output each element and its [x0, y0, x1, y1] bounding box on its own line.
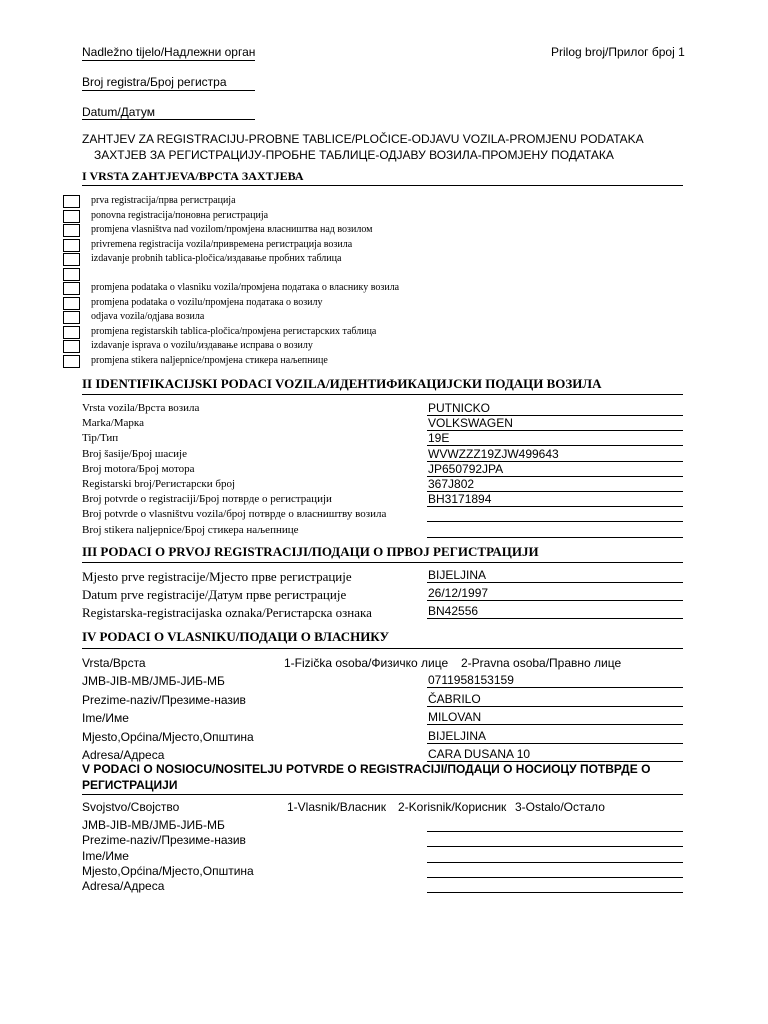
vehicle-field-label-5: Broj motora/Број мотора — [82, 462, 195, 475]
request-type-checkbox-7[interactable] — [63, 282, 80, 295]
vehicle-field-label-4: Broj šasije/Број шасије — [82, 447, 187, 460]
vehicle-field-value-line-7 — [427, 506, 683, 507]
owner-field-value-line-2 — [427, 706, 683, 707]
request-type-label-3: promjena vlasništva nad vozilom/промјена власништва над возилом — [91, 224, 373, 235]
owner-field-label-5: Adresa/Адреса — [82, 748, 165, 762]
attachment-label: Prilog broj/Прилог број 1 — [551, 45, 685, 59]
date-label: Datum/Датум — [82, 105, 155, 119]
register-label: Broj registra/Број регистра — [82, 75, 227, 89]
section5-rule — [82, 794, 683, 795]
owner-field-value-line-1 — [427, 687, 683, 688]
first-registration-field-label-1: Mjesto prve registracije/Мјесто прве регистрације — [82, 569, 352, 584]
vehicle-field-label-8: Broj potvrde o vlasništvu vozila/број потврде о власништву возила — [82, 508, 387, 521]
holder-field-label-2: Prezime-naziv/Презиме-назив — [82, 833, 246, 848]
first-registration-field-value-1[interactable]: BIJELJINA — [428, 568, 487, 582]
vehicle-field-label-6: Registarski broj/Регистарски број — [82, 478, 235, 490]
request-type-label-1: prva registracija/прва регистрација — [91, 195, 236, 206]
section1-heading: I VRSTA ZAHTJEVA/ВРСТА ЗАХТЈЕВА — [82, 169, 304, 183]
vehicle-field-value-line-9 — [427, 537, 683, 538]
date-line[interactable] — [82, 119, 255, 120]
holder-option-owner[interactable]: 1-Vlasnik/Власник — [287, 800, 386, 814]
request-type-label-5: izdavanje probnih tablica-pločica/издавање пробних таблица — [91, 253, 342, 264]
title-latin: ZAHTJEV ZA REGISTRACIJU-PROBNE TABLICE/PLOČICE-ODJAVU VOZILA-PROMJENU PODATAKA — [82, 132, 644, 146]
holder-field-value-line-5 — [427, 892, 683, 893]
vehicle-field-value-6[interactable]: 367J802 — [428, 477, 475, 491]
request-type-checkbox-12[interactable] — [63, 355, 80, 368]
section5-heading-line1: V PODACI O NOSIOCU/NOSITELJU POTVRDE O REGISTRACIJI/ПОДАЦИ О НОСИОЦУ ПОТВРДЕ О — [82, 762, 651, 776]
first-registration-field-label-2: Datum prve registracije/Датум прве регистрације — [82, 587, 347, 602]
request-type-checkbox-1[interactable] — [63, 195, 80, 208]
section1-rule — [82, 185, 683, 186]
first-registration-field-value-line-3 — [427, 618, 683, 619]
request-type-checkbox-5[interactable] — [63, 253, 80, 266]
section3-rule — [82, 562, 683, 563]
request-type-label-2: ponovna registracija/поновна регистрација — [91, 209, 269, 221]
vehicle-field-value-5[interactable]: JP650792JPA — [428, 461, 504, 476]
request-type-label-7: promjena podataka o vlasniku vozila/промјена података о власнику возила — [91, 282, 400, 293]
request-type-checkbox-10[interactable] — [63, 326, 80, 339]
holder-field-value-line-4 — [427, 877, 683, 878]
holder-field-label-4: Mjesto,Općina/Мјесто,Општина — [82, 863, 254, 878]
first-registration-field-value-line-2 — [427, 600, 683, 601]
section2-heading: II IDENTIFIKACIJSKI PODACI VOZILA/ИДЕНТИФИКАЦИЈСКИ ПОДАЦИ ВОЗИЛА — [82, 376, 602, 391]
request-type-label-4: privremena registracija vozila/привремена регистрација возила — [91, 238, 353, 250]
section4-heading: IV PODACI O VLASNIKU/ПОДАЦИ О ВЛАСНИКУ — [82, 629, 390, 644]
owner-field-value-4[interactable]: BIJELJINA — [428, 728, 487, 743]
first-registration-field-label-3: Registarska-registracijaska oznaka/Регистарска ознака — [82, 605, 372, 620]
request-type-label-10: promjena registarskih tablica-pločica/промјена регистарских таблица — [91, 325, 377, 337]
request-type-label-12: promjena stikera naljepnice/промјена стикера наљепнице — [91, 354, 328, 366]
holder-field-value-line-3 — [427, 862, 683, 863]
vehicle-field-value-4[interactable]: WVWZZZ19ZJW499643 — [428, 446, 559, 461]
owner-type-label: Vrsta/Врста — [82, 656, 146, 670]
owner-field-label-1: JMB-JIB-MB/ЈМБ-ЈИБ-МБ — [82, 674, 225, 688]
owner-type-option-legal[interactable]: 2-Pravna osoba/Правно лице — [461, 656, 622, 670]
vehicle-field-label-1: Vrsta vozila/Врста возила — [82, 402, 200, 414]
vehicle-field-value-2[interactable]: VOLKSWAGEN — [428, 416, 513, 431]
request-type-checkbox-2[interactable] — [63, 210, 80, 223]
owner-field-value-5[interactable]: CARA DUSANA 10 — [428, 747, 531, 761]
owner-field-label-3: Ime/Име — [82, 711, 129, 725]
vehicle-field-value-7[interactable]: BH3171894 — [428, 492, 492, 507]
owner-field-value-2[interactable]: ČABRILO — [428, 691, 481, 706]
vehicle-field-label-2: Marka/Марка — [82, 417, 144, 430]
first-registration-field-value-3[interactable]: BN42556 — [428, 604, 479, 618]
owner-field-label-4: Mjesto,Općina/Мјесто,Општина — [82, 729, 254, 744]
request-type-label-8: promjena podataka o vozilu/промјена података о возилу — [91, 296, 323, 308]
section3-heading: III PODACI O PRVOJ REGISTRACIJI/ПОДАЦИ О ПРВОЈ РЕГИСТРАЦИЈИ — [82, 544, 539, 559]
request-type-checkbox-11[interactable] — [63, 340, 80, 353]
holder-field-label-1: JMB-JIB-MB/ЈМБ-ЈИБ-МБ — [82, 818, 225, 832]
register-line[interactable] — [82, 90, 255, 91]
request-type-checkbox-9[interactable] — [63, 311, 80, 324]
request-type-checkbox-8[interactable] — [63, 297, 80, 310]
first-registration-field-value-2[interactable]: 26/12/1997 — [428, 586, 489, 600]
holder-option-user[interactable]: 2-Korisnik/Корисник — [398, 800, 507, 814]
owner-field-value-line-3 — [427, 724, 683, 725]
owner-field-value-1[interactable]: 0711958153159 — [428, 673, 514, 687]
holder-field-label-3: Ime/Име — [82, 848, 129, 863]
holder-field-value-line-1 — [427, 831, 683, 832]
vehicle-field-value-1[interactable]: PUTNICKO — [428, 401, 491, 415]
request-type-checkbox-3[interactable] — [63, 224, 80, 237]
title-cyrillic: ЗАХТЈЕВ ЗА РЕГИСТРАЦИЈУ-ПРОБНЕ ТАБЛИЦЕ-ОДЈАВУ ВОЗИЛА-ПРОМЈЕНУ ПОДАТАКА — [94, 148, 614, 162]
vehicle-field-label-7: Broj potvrde o registraciji/Број потврде о регистрацији — [82, 493, 332, 506]
owner-field-value-line-4 — [427, 743, 683, 744]
authority-label: Nadležno tijelo/Надлежни орган — [82, 45, 256, 59]
section5-heading-line2: РЕГИСТРАЦИЈИ — [82, 778, 178, 792]
holder-property-label: Svojstvo/Својство — [82, 800, 180, 814]
request-type-checkbox-6[interactable] — [63, 268, 80, 281]
owner-field-value-3[interactable]: MILOVAN — [428, 710, 482, 724]
holder-field-value-line-2 — [427, 846, 683, 847]
first-registration-field-value-line-1 — [427, 582, 683, 583]
vehicle-field-label-3: Tip/Тип — [82, 432, 119, 445]
request-type-label-9: odjava vozila/одјава возила — [91, 311, 205, 322]
request-type-checkbox-4[interactable] — [63, 239, 80, 252]
holder-field-label-5: Adresa/Адреса — [82, 879, 165, 894]
owner-type-option-physical[interactable]: 1-Fizička osoba/Физичко лице — [284, 656, 449, 670]
section2-rule — [82, 394, 683, 395]
vehicle-field-value-line-8 — [427, 521, 683, 522]
owner-field-label-2: Prezime-naziv/Презиме-назив — [82, 692, 246, 707]
authority-line[interactable] — [82, 60, 255, 61]
vehicle-field-label-9: Broj stikera naljepnice/Број стикера наљепнице — [82, 523, 299, 536]
vehicle-field-value-line-2 — [427, 430, 683, 431]
request-type-label-11: izdavanje isprava o vozilu/издавање исправа о возилу — [91, 340, 313, 351]
holder-option-other[interactable]: 3-Ostalo/Остало — [515, 800, 605, 814]
section4-rule — [82, 648, 683, 649]
vehicle-field-value-3[interactable]: 19E — [428, 431, 450, 446]
